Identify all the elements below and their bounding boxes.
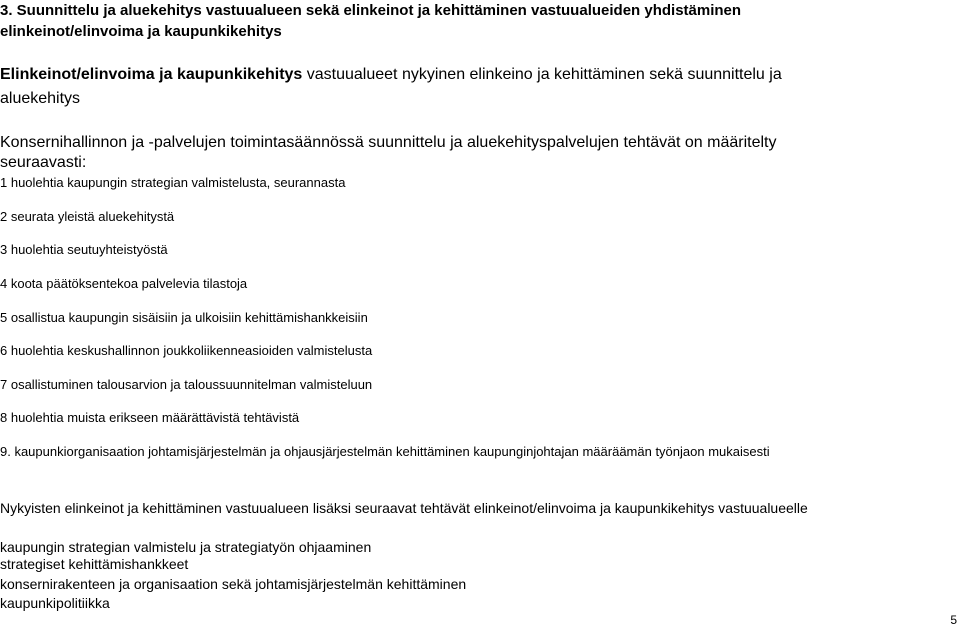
task-item: 8 huolehtia muista erikseen määrättävistä tehtävistä <box>0 410 300 425</box>
regulation-paragraph-line-1: Konsernihallinnon ja -palvelujen toimintasäännössä suunnittelu ja aluekehityspalvelujen tehtävät on määritelty <box>0 134 777 151</box>
task-item: 2 seurata yleistä aluekehitystä <box>0 209 175 224</box>
additional-tasks-intro: Nykyisten elinkeinot ja kehittäminen vastuualueen lisäksi seuraavat tehtävät elinkeinot/elinvoima ja kaupunkikehitys vastuualueelle <box>0 500 808 516</box>
page-number: 5 <box>950 613 957 627</box>
additional-task-item: kaupunkipolitiikka <box>0 595 110 611</box>
section-heading-line-2: elinkeinot/elinvoima ja kaupunkikehitys <box>0 23 282 40</box>
intro-paragraph-line-1 <box>0 64 782 86</box>
section-heading-line-1: 3. Suunnittelu ja aluekehitys vastuualueen sekä elinkeinot ja kehittäminen vastuualueiden yhdistäminen <box>0 2 742 19</box>
intro-paragraph-line-2: aluekehitys <box>0 90 81 107</box>
task-item: 3 huolehtia seutuyhteistyöstä <box>0 242 168 257</box>
task-item: 9. kaupunkiorganisaation johtamisjärjestelmän ja ohjausjärjestelmän kehittäminen kaupunginjohtajan määräämän työnjaon mukaisesti <box>0 444 770 459</box>
intro-regular-text: vastuualueet nykyinen elinkeino ja kehittäminen sekä suunnittelu ja <box>302 66 782 83</box>
regulation-paragraph-line-2: seuraavasti: <box>0 154 87 171</box>
intro-bold-text: Elinkeinot/elinvoima ja kaupunkikehitys <box>0 66 303 83</box>
additional-task-item: konsernirakenteen ja organisaation sekä johtamisjärjestelmän kehittäminen <box>0 576 467 592</box>
additional-task-item: strategiset kehittämishankkeet <box>0 556 189 572</box>
task-item: 6 huolehtia keskushallinnon joukkoliikenneasioiden valmistelusta <box>0 343 373 358</box>
task-item: 5 osallistua kaupungin sisäisiin ja ulkoisiin kehittämishankkeisiin <box>0 310 368 325</box>
task-item: 1 huolehtia kaupungin strategian valmistelusta, seurannasta <box>0 175 346 190</box>
additional-task-item: kaupungin strategian valmistelu ja strategiatyön ohjaaminen <box>0 539 372 555</box>
task-item: 7 osallistuminen talousarvion ja taloussuunnitelman valmisteluun <box>0 377 373 392</box>
task-item: 4 koota päätöksentekoa palvelevia tilastoja <box>0 276 248 291</box>
